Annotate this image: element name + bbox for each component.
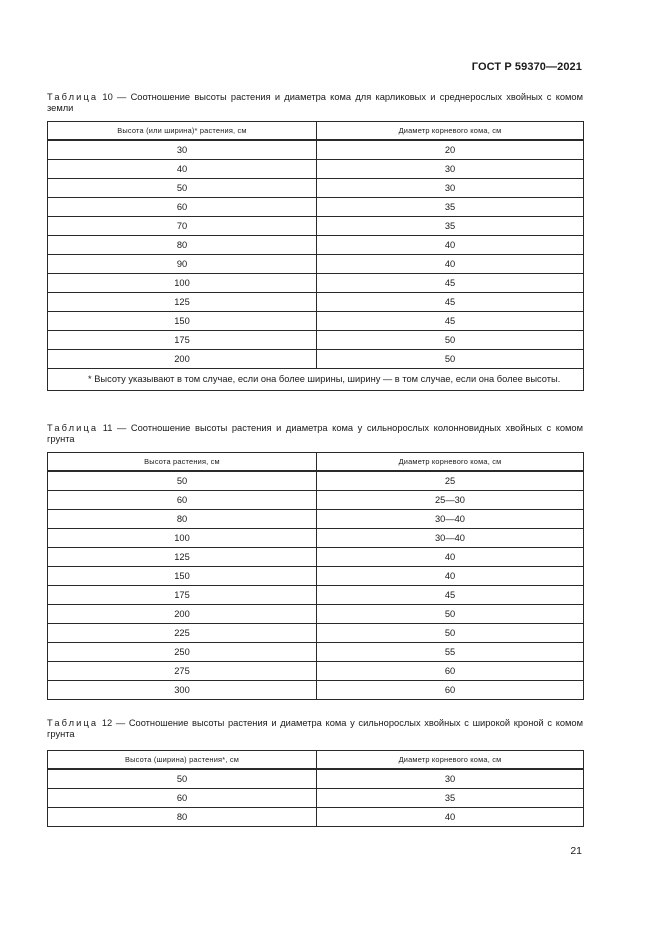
diameter-cell: 50	[317, 331, 584, 350]
height-cell: 125	[48, 293, 317, 312]
table-row	[48, 198, 584, 217]
diameter-cell: 30—40	[317, 529, 584, 548]
table-row	[48, 662, 584, 681]
table-12-header-row	[48, 751, 584, 770]
height-cell: 80	[48, 236, 317, 255]
table-11-title: 11 — Соотношение высоты растения и диаметра кома у сильнорослых колонновидных хвойных с комом грунта	[47, 423, 583, 444]
table-row	[48, 255, 584, 274]
table-row	[48, 586, 584, 605]
height-cell: 100	[48, 274, 317, 293]
diameter-cell: 20	[317, 140, 584, 160]
diameter-cell: 40	[317, 548, 584, 567]
table-row	[48, 808, 584, 827]
height-cell: 30	[48, 140, 317, 160]
table-row	[48, 160, 584, 179]
table-12-body	[48, 769, 584, 827]
diameter-cell: 50	[317, 624, 584, 643]
diameter-cell: 45	[317, 293, 584, 312]
diameter-cell: 55	[317, 643, 584, 662]
table-10-footnote-text: * Высоту указывают в том случае, если она более ширины, ширину — в том случае, если она более высоты.	[88, 374, 561, 384]
page-number: 21	[570, 845, 582, 857]
table-row	[48, 643, 584, 662]
diameter-cell: 45	[317, 312, 584, 331]
height-cell: 175	[48, 586, 317, 605]
table-row	[48, 491, 584, 510]
diameter-cell: 30	[317, 769, 584, 789]
height-cell: 200	[48, 350, 317, 369]
table-10-footnote	[48, 369, 584, 391]
diameter-cell: 50	[317, 350, 584, 369]
table-10-col-diameter: Диаметр корневого кома, см	[317, 122, 584, 141]
height-cell: 50	[48, 769, 317, 789]
table-row	[48, 567, 584, 586]
table-row	[48, 140, 584, 160]
height-cell: 150	[48, 567, 317, 586]
table-10-col-height: Высота (или ширина)* растения, см	[48, 122, 317, 141]
height-cell: 50	[48, 471, 317, 491]
height-cell: 50	[48, 179, 317, 198]
table-row	[48, 236, 584, 255]
table-11-header-row	[48, 453, 584, 472]
table-12-caption	[47, 718, 583, 740]
diameter-cell: 40	[317, 808, 584, 827]
table-11-col-height: Высота растения, см	[48, 453, 317, 472]
diameter-cell: 60	[317, 662, 584, 681]
diameter-cell: 40	[317, 567, 584, 586]
height-cell: 90	[48, 255, 317, 274]
diameter-cell: 50	[317, 605, 584, 624]
table-row	[48, 331, 584, 350]
diameter-cell: 30	[317, 179, 584, 198]
table-row	[48, 293, 584, 312]
diameter-cell: 35	[317, 198, 584, 217]
diameter-cell: 35	[317, 217, 584, 236]
height-cell: 250	[48, 643, 317, 662]
table-12	[47, 750, 584, 827]
table-10-caption	[47, 92, 583, 114]
height-cell: 125	[48, 548, 317, 567]
table-row	[48, 548, 584, 567]
height-cell: 40	[48, 160, 317, 179]
table-10-header-row	[48, 122, 584, 141]
table-row	[48, 312, 584, 331]
height-cell: 60	[48, 198, 317, 217]
diameter-cell: 35	[317, 789, 584, 808]
table-row	[48, 529, 584, 548]
table-10-title: 10 — Соотношение высоты растения и диаметра кома для карликовых и среднерослых хвойных с комом земли	[47, 92, 583, 113]
height-cell: 175	[48, 331, 317, 350]
table-row	[48, 179, 584, 198]
standard-designation: ГОСТ Р 59370—2021	[471, 61, 582, 73]
diameter-cell: 30	[317, 160, 584, 179]
height-cell: 275	[48, 662, 317, 681]
height-cell: 225	[48, 624, 317, 643]
table-row	[48, 350, 584, 369]
table-row	[48, 217, 584, 236]
table-row	[48, 789, 584, 808]
table-row	[48, 471, 584, 491]
height-cell: 100	[48, 529, 317, 548]
table-row	[48, 274, 584, 293]
table-12-title: 12 — Соотношение высоты растения и диаметра кома у сильнорослых хвойных с широкой кроной с комом грунта	[47, 718, 583, 739]
table-10-label: Таблица	[47, 92, 99, 102]
height-cell: 60	[48, 491, 317, 510]
table-row	[48, 605, 584, 624]
table-11-body	[48, 471, 584, 700]
height-cell: 150	[48, 312, 317, 331]
diameter-cell: 25	[317, 471, 584, 491]
table-11-caption	[47, 423, 583, 445]
table-row	[48, 624, 584, 643]
height-cell: 300	[48, 681, 317, 700]
table-11-label: Таблица	[47, 423, 99, 433]
diameter-cell: 30—40	[317, 510, 584, 529]
table-11-col-diameter: Диаметр корневого кома, см	[317, 453, 584, 472]
table-12-col-diameter: Диаметр корневого кома, см	[317, 751, 584, 770]
height-cell: 60	[48, 789, 317, 808]
height-cell: 80	[48, 808, 317, 827]
table-10-note-row	[48, 369, 584, 391]
diameter-cell: 40	[317, 236, 584, 255]
table-row	[48, 681, 584, 700]
table-row	[48, 769, 584, 789]
diameter-cell: 25—30	[317, 491, 584, 510]
table-10-body	[48, 140, 584, 369]
table-10	[47, 121, 584, 391]
diameter-cell: 40	[317, 255, 584, 274]
table-12-col-height: Высота (ширина) растения*, см	[48, 751, 317, 770]
table-11	[47, 452, 584, 700]
table-row	[48, 510, 584, 529]
height-cell: 70	[48, 217, 317, 236]
table-12-label: Таблица	[47, 718, 99, 728]
diameter-cell: 45	[317, 274, 584, 293]
height-cell: 80	[48, 510, 317, 529]
height-cell: 200	[48, 605, 317, 624]
diameter-cell: 60	[317, 681, 584, 700]
diameter-cell: 45	[317, 586, 584, 605]
